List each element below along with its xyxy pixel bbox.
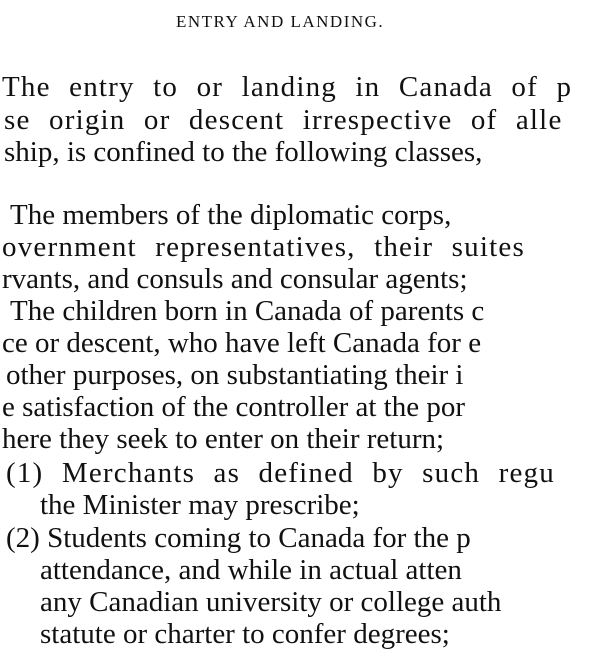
text-line-1: The entry to or landing in Canada of p <box>2 71 573 103</box>
text-line-2: se origin or descent irrespective of alle <box>4 104 563 136</box>
text-line-11: here they seek to enter on their return; <box>2 423 445 455</box>
text-line-16: any Canadian university or college auth <box>40 586 502 618</box>
text-line-3: ship, is confined to the following classes, <box>4 136 483 168</box>
text-line-15: attendance, and while in actual atten <box>40 554 462 586</box>
text-line-9: other purposes, on substantiating their i <box>6 359 464 391</box>
section-heading: ENTRY AND LANDING. <box>176 12 385 31</box>
text-line-12: (1) Merchants as defined by such regu <box>6 457 555 489</box>
text-line-17: statute or charter to confer degrees; <box>40 618 450 649</box>
text-line-14: (2) Students coming to Canada for the p <box>6 522 471 554</box>
text-line-7: The children born in Canada of parents c <box>10 295 485 327</box>
text-line-5: overnment representatives, their suites <box>2 231 525 263</box>
text-line-4: The members of the diplomatic corps, <box>10 199 452 231</box>
text-line-10: e satisfaction of the controller at the por <box>2 391 466 423</box>
text-line-8: ce or descent, who have left Canada for e <box>2 327 482 359</box>
text-line-13: the Minister may prescribe; <box>40 489 360 521</box>
text-line-6: rvants, and consuls and consular agents; <box>2 263 468 295</box>
